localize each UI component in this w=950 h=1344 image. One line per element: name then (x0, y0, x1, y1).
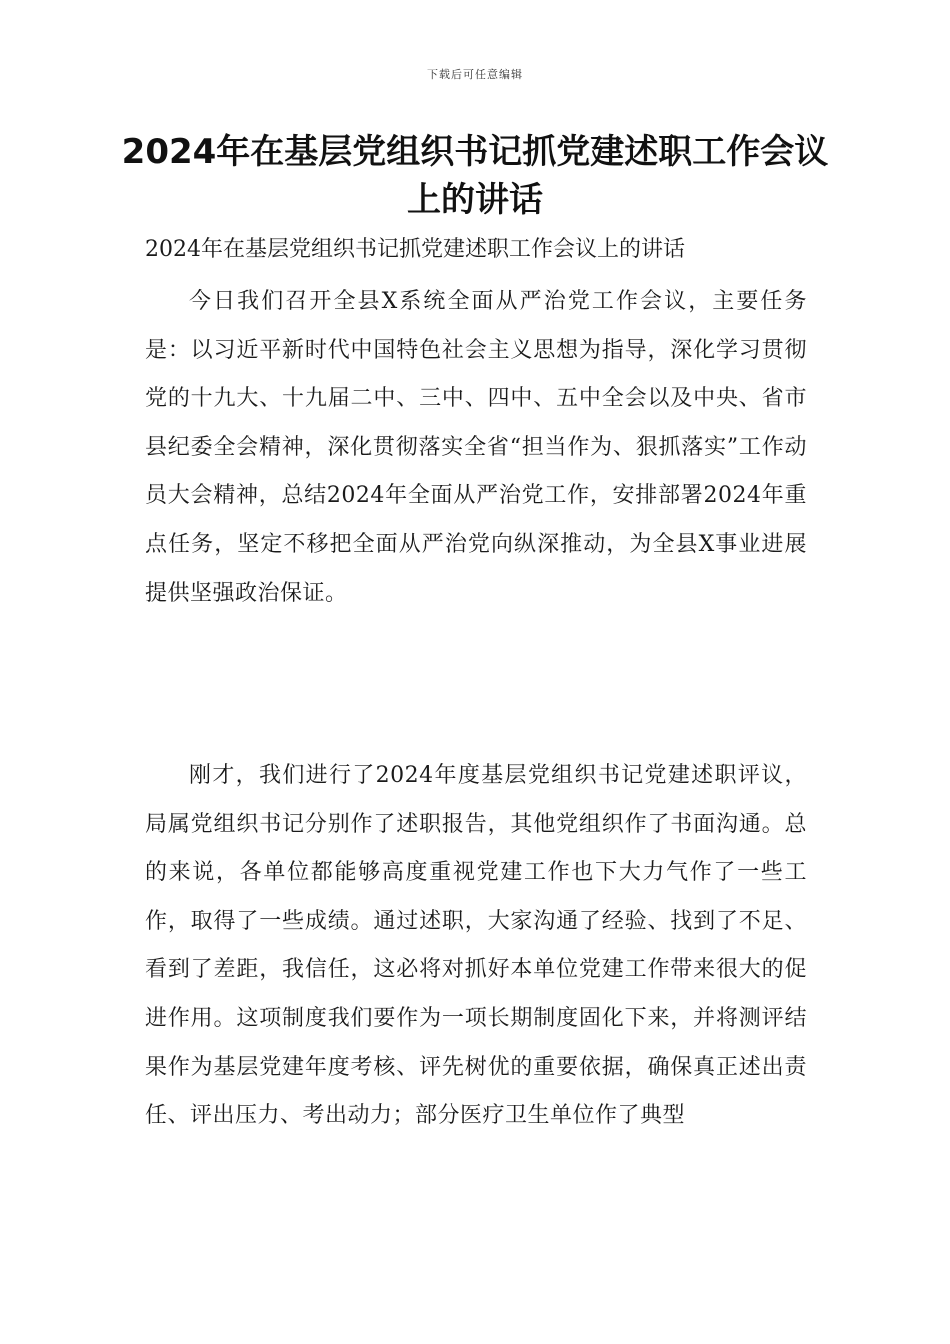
body-paragraph: 刚才，我们进行了2024年度基层党组织书记党建述职评议，局属党组织书记分别作了述职报告，其他党组织作了书面沟通。总的来说，各单位都能够高度重视党建工作也下大力气作了一些工作，取得了一些成绩。通过述职，大家沟通了经验、找到了不足、看到了差距，我信任，这必将对抓好本单位党建工作带来很大的促进作用。这项制度我们要作为一项长期制度固化下来，并将测评结果作为基层党建年度考核、评先树优的重要依据，确保真正述出责任、评出压力、考出动力；部分医疗卫生单位作了典型 (145, 763, 807, 1129)
document-subtitle: 2024年在基层党组织书记抓党建述职工作会议上的讲话 (145, 237, 685, 262)
page-title: 2024年在基层党组织书记抓党建述职工作会议上的讲话 (121, 132, 829, 220)
header-note: 下载后可任意编辑 (427, 68, 523, 81)
body-paragraph: 今日我们召开全县X系统全面从严治党工作会议，主要任务是：以习近平新时代中国特色社会主义思想为指导，深化学习贯彻党的十九大、十九届二中、三中、四中、五中全会以及中央、省市县纪委全会精神，深化贯彻落实全省“担当作为、狠抓落实”工作动员大会精神，总结2024年全面从严治党工作，安排部署2024年重点任务，坚定不移把全面从严治党向纵深推动，为全县X事业进展提供坚强政治保证。 (145, 289, 807, 606)
